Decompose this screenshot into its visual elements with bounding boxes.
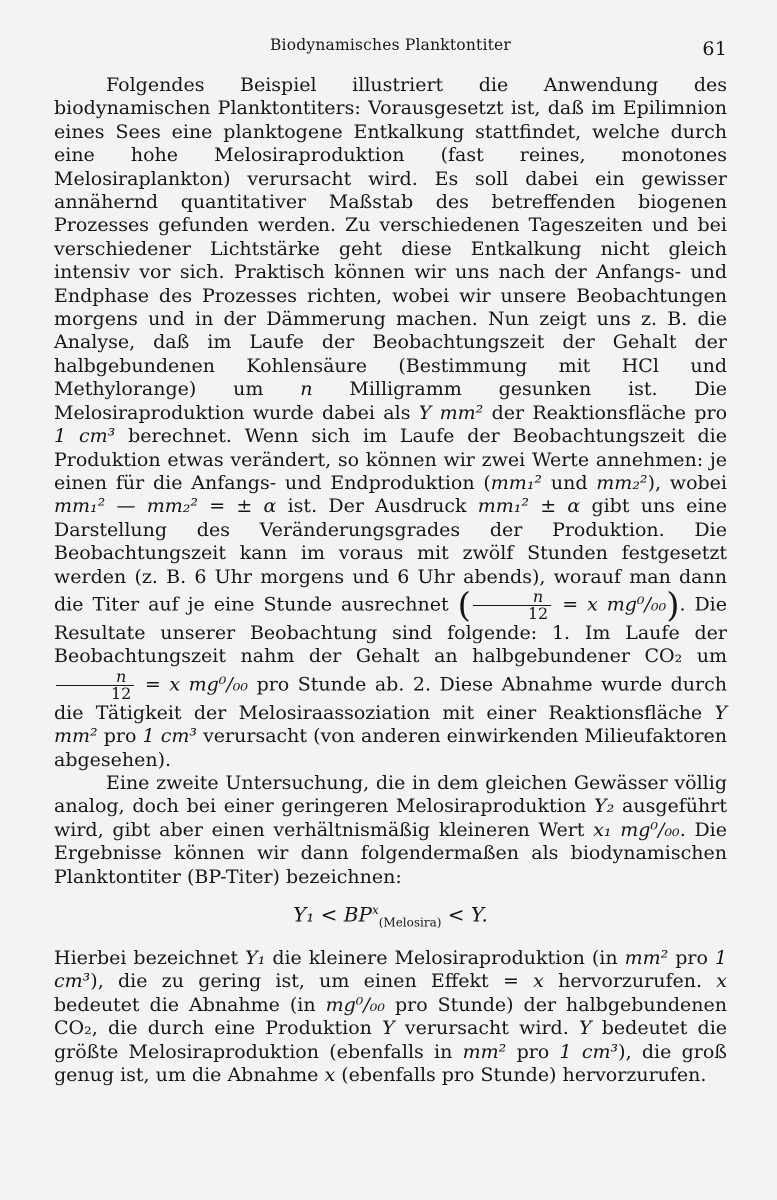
variable-y: Y <box>578 1017 592 1040</box>
equation-inline: mm₁² ± α <box>477 495 581 518</box>
equation-inline: mm₁² — mm₂² = ± α <box>54 495 277 518</box>
text-run: ist. Der Ausdruck <box>287 495 467 518</box>
text-run: (ebenfalls pro Stunde) hervorzurufen. <box>341 1064 707 1087</box>
variable-mm1: mm₁² <box>490 471 543 494</box>
variable-x: x <box>324 1064 336 1087</box>
display-formula <box>54 899 727 935</box>
fraction-denominator: 12 <box>527 603 549 623</box>
paragraph-1 <box>54 74 727 772</box>
paragraph-3 <box>54 947 727 1087</box>
variable-n: n <box>300 378 313 401</box>
text-run: Hierbei bezeichnet <box>54 947 239 970</box>
unit-mm2: mm² <box>462 1040 507 1063</box>
text-run: bedeutet die Abnahme (in <box>54 993 316 1016</box>
page-header <box>54 34 727 64</box>
text-run: ), die groß genug ist, um die Abnahme <box>54 1040 727 1087</box>
running-title: Biodynamisches Planktontiter <box>269 36 512 54</box>
equation-inline: = x mg⁰/₀₀ <box>144 673 249 696</box>
equation-inline: = x <box>502 970 544 993</box>
fraction-numerator: n <box>56 669 134 686</box>
text-run: Folgendes Beispiel illustriert die Anwendung des biodynamischen Planktontiters: Vorausgesetzt ist, daß im Epilimnion eines Sees eine planktogene Entkalkung stattfindet, welche durch eine hohe Melosiraproduktion (fast reines, monotones Melosiraplankton) verursacht wird. Es soll dabei ein gewisser annähernd quantitativer Maßstab des betreffenden biogenen Prozesses gefunden werden. Zu verschiedenen Tageszeiten und bei verschiedener Lichtstärke geht diese Entkalkung nicht gleich intensiv vor sich. Praktisch können wir uns nach der Anfangs- und Endphase des Prozesses richten, wobei wir unsere Beobachtungen morgens und in der Dämmerung machen. Nun zeigt uns z. B. die Analyse, daß im Laufe der Beobachtungszeit der Gehalt der halbgebundenen Kohlensäure (Bestimmung mit HCl und Methylorange) um <box>54 74 727 401</box>
formula-subscript: (Melosira) <box>378 915 442 930</box>
unit-cm3: 1 cm³ <box>54 425 116 448</box>
paren-close: ) <box>666 585 680 626</box>
text-run: . Die Ergebnisse können wir dann folgendermaßen als biodynamischen Planktontiter (BP-Titer) bezeichnen: <box>54 818 728 888</box>
text-run: und <box>542 471 597 494</box>
fraction-n-12 <box>56 666 134 703</box>
page-number: 61 <box>702 38 727 60</box>
text-run: berechnet. Wenn sich im Laufe der Beobachtungszeit die Produktion etwas verändert, so können wir zwei Werte annehmen: je einen für die Anfangs- und Endproduktion ( <box>54 425 727 494</box>
fraction-n-12 <box>473 586 551 623</box>
text-run: die kleinere Melosiraproduktion (in <box>272 947 618 970</box>
text-run: pro Stunde) der halbgebundenen CO₂, die durch eine Produktion <box>54 993 727 1040</box>
text-run: pro <box>675 947 708 970</box>
text-run: pro Stunde ab. 2. Diese Abnahme wurde durch die Tätigkeit der Melosiraassoziation mit einer Reaktionsfläche <box>54 673 727 724</box>
variable-x: x <box>716 970 727 993</box>
text-run: ), wobei <box>647 471 727 494</box>
variable-y-mm2: Y mm² <box>418 401 484 424</box>
text-run: der Reaktionsfläche pro <box>491 401 728 424</box>
equation-inline: = x mg⁰/₀₀ <box>562 593 667 616</box>
text-run: gibt uns eine Darstellung des Veränderungsgrades der Produktion. Die Beobachtungszeit kann im voraus mit zwölf Stunden festgesetzt werden (z. B. 6 Uhr morgens und 6 Uhr abends), worauf man dann die Titer auf je eine Stunde ausrechnet <box>54 495 727 616</box>
variable-y-mm2: Y mm² <box>54 701 727 748</box>
text-run: Milligramm gesunken ist. Die Melosiraproduktion wurde dabei als <box>54 378 727 424</box>
variable-y2: Y₂ <box>594 795 615 818</box>
text-run: hervorzurufen. <box>558 970 703 993</box>
paragraph-2 <box>54 772 727 889</box>
text-run: pro <box>516 1040 550 1063</box>
paren-open: ( <box>457 585 471 626</box>
text-run: ausgeführt wird, gibt aber einen verhältnismäßig kleineren Wert <box>54 795 727 841</box>
formula-superscript: x <box>371 903 379 917</box>
text-run: ), die zu gering ist, um einen Effekt <box>90 970 489 993</box>
page-body <box>54 74 727 1088</box>
variable-y1: Y₁ <box>245 947 266 970</box>
text-run: verursacht (von anderen einwirkenden Milieufaktoren abgesehen). <box>54 725 728 771</box>
fraction-denominator: 12 <box>111 683 132 703</box>
text-run: bedeutet die größte Melosiraproduktion (ebenfalls in <box>54 1017 728 1063</box>
variable-mm2: mm₂² <box>596 471 648 494</box>
text-run: . Die Resultate unserer Beobachtung sind folgende: 1. Im Laufe der Beobachtungszeit nahm der Gehalt an halbgebundener CO₂ um <box>54 593 728 668</box>
variable-y: Y <box>382 1017 395 1040</box>
formula-right: < Y. <box>441 902 488 927</box>
formula-left: Y₁ < BP <box>293 902 372 927</box>
text-run: Eine zweite Untersuchung, die in dem gleichen Gewässer völlig analog, doch bei einer geringeren Melosiraproduktion <box>54 771 727 818</box>
fraction-numerator: n <box>473 589 551 606</box>
unit-cm3: 1 cm³ <box>54 947 727 993</box>
unit-cm3: 1 cm³ <box>142 725 197 748</box>
text-run: pro <box>103 725 137 748</box>
unit-mm2: mm² <box>624 947 669 970</box>
unit-mg-permille: mg⁰/₀₀ <box>325 993 386 1016</box>
text-run: verursacht wird. <box>404 1017 569 1040</box>
unit-cm3: 1 cm³ <box>559 1040 619 1063</box>
variable-x1: x₁ mg⁰/₀₀ <box>593 818 680 841</box>
